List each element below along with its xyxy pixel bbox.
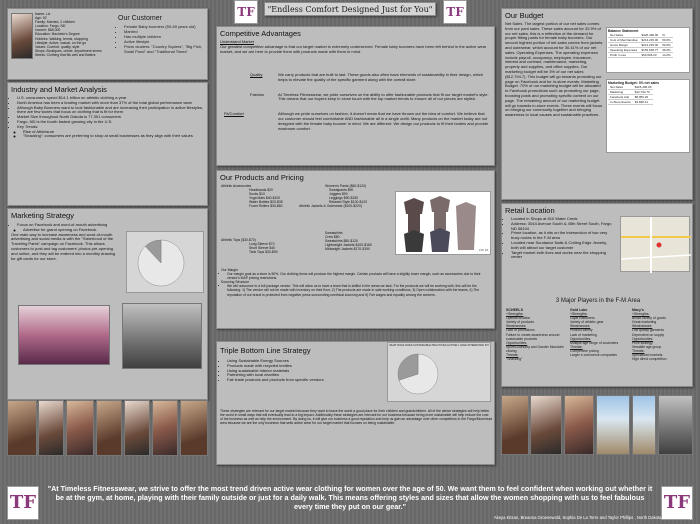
cell: Net Sales xyxy=(608,85,633,90)
industry-item: • North America has been a leading market with more than 37% of the total global performance wear xyxy=(17,101,204,106)
cell: Profit / Loss xyxy=(608,53,640,58)
sweat-item: Crew $80 xyxy=(325,235,340,240)
cell: $426,490.00 xyxy=(641,33,659,37)
customer-item: • Prizm clusters: "Country Squires", "Big Fish, Small Pond" and "Traditional Times" xyxy=(124,44,206,54)
marketing-budget-table xyxy=(608,85,653,105)
cell: $153,548.77 xyxy=(641,48,659,52)
competitor-col xyxy=(570,308,630,357)
swot-item: High direct competition xyxy=(632,357,667,362)
marketing-item: ◦ Advertise for grand opening on Facebook xyxy=(23,228,119,233)
mission-statement: "At Timeless Fitnesswear, we strive to offer the most trend driven active wear clothing for women over the age of 50. We want them to feel confident when working out whether it be at the gym, at home, playing with their family outside or just for a daily walk. This means offering styles and sizes that allow the women shopping with us to feel fabulous every time they put on our gear." xyxy=(47,484,653,511)
competitor-name: Macy's xyxy=(632,308,644,312)
logo-bottom-left xyxy=(7,486,39,520)
budget-paragraph: Net Sales. The largest portion of our net sales comes from our pant sales. These sales account for 32.9% of our net sales, this is a reflection of the demand for proper fitting pants for female baby boomers. Our second highest portion of net sales comes from jackets and outerwear, which account for 30.41% of our net sales. Operating Expenses. The operating expenses include payroll, occupancy, employee, insurance, interest and contract, maintenance, marketing, property and supplies, and office supplies. Our marketing budget will be 3% of our net sales ($12,794.7). This budget will go towards promoting our page on Facebook and for in-store events. Marketing Budget. 70% of our marketing budget will be allocated to Facebook promotions such as promoting our page, boosting posts and promoting specific content on our page. The remaining amount of our marketing budget will go towards in-store events. These events will focus on bringing our community together and bringing awareness to local causes and sustainable practices. xyxy=(505,21,603,118)
customer-panel xyxy=(7,8,208,80)
cell: $3,838.41 xyxy=(633,100,654,105)
sweat-item: Midweight Jackets $170-$190 xyxy=(325,247,370,252)
swot-label: Opportunities: xyxy=(506,340,528,345)
cell: Cost of Merchandise xyxy=(610,38,638,42)
budget-panel xyxy=(501,8,693,200)
retail-item: • Prime location, as it sits on the intersection of two very busy routes in the F-M area xyxy=(511,231,615,241)
industry-item: • U.S. consumers spend $14.1 billion on athletic clothing a year xyxy=(17,96,204,101)
competitor-col xyxy=(632,308,692,361)
profile-line: Income: $85,000 xyxy=(35,28,61,33)
competitive-label: Fit/Comfort xyxy=(224,111,244,117)
industry-item: ◦ "Snacking": consumers are preferring to shop at small businesses as they align with their values xyxy=(23,134,204,139)
pants-item: Relaxed Style $100-$120 xyxy=(329,200,368,205)
marketing-budget-box xyxy=(606,79,690,153)
cell: $12,794.70 xyxy=(633,90,654,95)
cell: Operating Expenses xyxy=(608,48,640,53)
tops-item: Long Sleeve $70 xyxy=(249,242,275,247)
swot-label: Weaknesses: xyxy=(570,324,591,329)
industry-title: Industry and Market Analysis xyxy=(11,85,107,94)
sweat-item: Sweatshirts $80-$120 xyxy=(325,239,358,244)
cell: Facebook Ads xyxy=(608,95,633,100)
industry-item: • Although Baby Boomers want to look fashionable and are increasing their participation in active lifestyles, there are few stores that focus on clothing that is fit for them xyxy=(17,106,204,116)
industry-item: • Key Trends: xyxy=(17,125,204,130)
profile-text xyxy=(35,12,115,57)
profile-line: Name: Liz xyxy=(35,12,51,16)
competitive-text: Although we pride ourselves on fashion, it doesn't mean that we have thrown out the idea of comfort. We believe that our customer should feel comfortable AND fashionable all in a single outfit. Many products on the market today are not designed with the female baby boomer in mind. We are different. We design our products to fit their bodies and provide maximum comfort. xyxy=(278,111,489,131)
marketing-budget-title: Marketing Budget: 3% net sales xyxy=(608,81,660,85)
accessory: Water Bottles $20-$35 xyxy=(249,200,283,205)
map-graphic xyxy=(621,217,691,273)
logo-mark: TF xyxy=(663,492,691,513)
model-photo xyxy=(96,400,122,456)
clothing-illustration xyxy=(396,192,492,256)
triple-pie-chart xyxy=(388,348,492,398)
customer-photo xyxy=(11,13,33,59)
triple-title: Triple Bottom Line Strategy xyxy=(220,346,311,355)
swot-item: Multiple age range of customers xyxy=(570,340,619,345)
margin-title: Our Margin xyxy=(221,268,238,272)
logo-top-left xyxy=(234,0,258,24)
model-photo xyxy=(124,400,150,456)
model-photo xyxy=(658,395,693,455)
model-photo xyxy=(596,395,630,455)
industry-panel xyxy=(7,82,208,206)
competitive-text: At Timeless Fitnesswear, we pride ourselves on the ability to offer fashionable products that fit our target market's style. This means that our buyers keep in close touch with the top market trends to ensure all of our pieces are stylish. xyxy=(278,91,489,102)
cell: 50.0% xyxy=(662,38,671,42)
swot-label: +Strengths: xyxy=(506,312,524,317)
triple-chart-box xyxy=(387,342,491,402)
swot-item: Lack of promotions xyxy=(506,328,535,333)
profile-line: Needs: Clothing that fits well and flatters xyxy=(35,52,96,57)
authors: Akeya Kitzan, Breanna Groenewold, Sophia De La Torre and Taylor Phillips , North Dakota State University xyxy=(493,515,692,520)
model-photo xyxy=(632,395,656,455)
industry-item: • Fargo, ND is the fourth fastest growing city in the U.S. xyxy=(17,120,204,125)
cell: $8,956.29 xyxy=(633,95,654,100)
triple-item: • Products made with recycled textiles xyxy=(227,364,367,369)
model-photo xyxy=(38,400,64,456)
sweat-label: Sweatshirts xyxy=(325,231,343,235)
triple-panel xyxy=(216,341,495,465)
competitor-name: Gold Lake xyxy=(570,308,588,312)
swot-label: +Strengths: xyxy=(570,312,588,317)
location-map xyxy=(620,216,690,272)
swot-item: Low quality garments xyxy=(632,328,665,333)
profile-line: Hobbies: Walking, tennis, shopping xyxy=(35,36,88,41)
products-image xyxy=(395,191,491,255)
accessory: Foam Rollers $30-$60 xyxy=(249,204,283,209)
competitive-intro: Our greatest competitive advantage is that our target market is extremely underserved. Female baby boomers have been left behind in the active wear market, and we are here to provide them with products made with them in mind. xyxy=(220,43,487,54)
triple-item: • Using Sustainable Energy Sources xyxy=(227,359,367,364)
customer-item: • Has multiple children xyxy=(124,34,206,39)
competitor-name: SCHEELS xyxy=(506,308,523,312)
cell: Gross Margin xyxy=(608,43,640,48)
triple-item: • Using sustainable interior materials xyxy=(227,369,367,374)
sweat-item: Lightweight Jackets $100-$160 xyxy=(325,243,372,248)
retail-item: • Address: 3044 Avenue South & 45th Street South, Fargo ND 58104 xyxy=(511,222,615,232)
swot-item: Variety of athletic gear xyxy=(570,320,604,325)
jackets-label: Athletic Jackets & Outerwear ($100-$220) xyxy=(299,204,362,209)
cell: Net Sales xyxy=(608,33,640,38)
industry-item: ◦ Rise of Athleisure xyxy=(23,130,204,135)
profile-line: Age: 52 xyxy=(35,16,47,21)
logo-mark: TF xyxy=(446,5,464,19)
customer-item: • Active lifestyle xyxy=(124,39,206,44)
retail-item: • Located in Shops at 810 Water Creek xyxy=(511,217,615,222)
swot-label: Opportunities: xyxy=(570,336,592,341)
swot-item: Versatile age group xyxy=(632,344,662,349)
budget-title: Our Budget xyxy=(505,11,544,20)
swot-item: Sports Authority and Gander Mountain closing xyxy=(506,344,564,353)
model-photo xyxy=(564,395,594,455)
marketing-pie-box xyxy=(126,231,204,293)
logo-mark: TF xyxy=(237,5,255,19)
competitive-label: Fashion xyxy=(250,91,265,97)
cell: % xyxy=(660,33,673,38)
profile-line: Location: Fargo, ND xyxy=(35,24,66,29)
logo-mark: TF xyxy=(9,492,37,513)
logo-top-right xyxy=(443,0,467,24)
tops-item: Short Sleeve $40 xyxy=(249,246,276,251)
model-photo xyxy=(66,400,94,456)
swot-item: Specialized markets xyxy=(632,353,663,358)
cell: $59,696.23 xyxy=(640,53,661,58)
cell: 36.0% xyxy=(662,48,671,52)
swot-label: +Strengths: xyxy=(632,312,650,317)
model-photo xyxy=(501,395,529,455)
profile-line: Values: Comfort, quality, style xyxy=(35,44,80,49)
cell: 14.0% xyxy=(662,53,671,57)
margin-item: • Our margin goal as a store is 50%. Our clothing items will produce the highest margin. Certain products will have a slightly lower margin, such as accessories due to their vendor's MAP pricing restrictions. xyxy=(227,272,491,280)
swot-item: Price strategy xyxy=(632,340,653,345)
table-row xyxy=(608,53,673,58)
cell: 50.0% xyxy=(662,43,671,47)
competitive-title: Competitive Advantages xyxy=(220,29,301,38)
customer-item: • Female Baby boomers (50-69 years old) xyxy=(124,24,206,29)
competitive-text: We carry products that are built to last. These goods also often have elements of sustainability in their design, which helps to elevate the quality of the specific garment along with the overall store. xyxy=(278,72,484,82)
swot-label: Weaknesses: xyxy=(632,324,653,329)
swot-item: Larger e-commerce companies xyxy=(570,353,617,358)
model-photo xyxy=(7,400,37,456)
sourcing-item: • We will outsource to a full package vendor. This will allow us to have a team that is skillful in the areas we lack. For the products we will be working with, this will be the following: 1) The vendor will not be made with inventory on their floor, 2) The products are made in safe working conditions, 3) Open collaboration with the teams, 4) The reputation of our brand is protected from negative press surrounding unethical sourcing and 5) Fair wages and equality among the workers. xyxy=(227,284,491,296)
table-row xyxy=(608,100,653,105)
cell: $213,245.00 xyxy=(641,38,659,42)
marketing-title: Marketing Strategy xyxy=(11,211,74,220)
retail-title: Retail Location xyxy=(505,206,555,215)
products-panel xyxy=(216,170,495,329)
swot-item: Great marketing xyxy=(632,320,657,325)
swot-label: Threats: xyxy=(632,348,645,353)
triple-chart-title: WHAT ROLE DOES SUSTAINABLE PRACTICES ACTIVELY HAVE INTERESTED IN? xyxy=(389,344,489,347)
competitors-title: 3 Major Players in the F-M Area xyxy=(555,298,641,304)
sourcing-title: Sourcing Structure xyxy=(221,280,250,285)
swot-item: Optimal location xyxy=(506,316,531,321)
accessory: Headbands $20 xyxy=(249,188,273,193)
campaign-photo xyxy=(122,303,202,369)
marketing-panel xyxy=(7,208,208,400)
swot-item: Broad variety of goods xyxy=(632,316,666,321)
cell: Marketing xyxy=(608,90,633,95)
retail-item: • Target market both lives and works near the shopping center xyxy=(511,251,615,261)
accessory: Socks $10 xyxy=(249,192,265,197)
competitor-col xyxy=(506,308,566,361)
competitive-subtitle: Understand Market xyxy=(220,39,255,44)
cell: $426,490.00 xyxy=(634,85,652,89)
swot-item: Variety of products xyxy=(506,320,535,325)
pants-item: Leggings $90-$150 xyxy=(329,196,359,201)
swot-item: Lack of marketing xyxy=(570,332,597,337)
swot-label: Threats: xyxy=(570,344,583,349)
marketing-pie-chart xyxy=(127,232,205,294)
swot-label: Weaknesses: xyxy=(506,324,527,329)
swot-label: Threats: xyxy=(506,353,519,358)
model-photo xyxy=(180,400,208,456)
swot-label: Opportunities: xyxy=(632,336,654,341)
products-title: Our Products and Pricing xyxy=(220,173,304,182)
pants-item: Joggers $90 xyxy=(329,192,348,197)
accessory: Yoga Mats $40-$100 xyxy=(249,196,281,201)
customer-item: • Married xyxy=(124,29,206,34)
products-badge: FW 18 xyxy=(479,248,488,252)
tops-label: Athletic Tops ($30-$70) xyxy=(221,238,256,242)
triple-item: • Fair trade products and products from specific vendors xyxy=(227,378,367,383)
customer-title: Our Customer xyxy=(118,15,162,22)
customer-section xyxy=(118,15,206,54)
industry-item: • Market Size throughout North Dakota is 77,301 consumers xyxy=(17,115,204,120)
profile-line: Shops: Boutiques, online, department stores xyxy=(35,48,102,53)
balance-table-title: Balance Statement xyxy=(608,29,639,33)
swot-item: Failure to create awareness around sustainable products xyxy=(506,332,560,341)
model-photo xyxy=(152,400,178,456)
triple-item: • Partnering with local charities xyxy=(227,373,367,378)
cell: In-Store Events xyxy=(610,100,631,104)
swot-item: "Snacking" xyxy=(506,357,523,362)
accessories-label: Athletic Accessories xyxy=(221,184,252,188)
triple-paragraph: These strategies are relevant for our target market because they want to leave the world a good place for their children and grandchildren. All of the above strategies will help better the world in small ways that will eventually lead to a big impact. Additionally these strategies are relevant for our business because being more sustainable will help reduce the cost of the business as well as help the environment. By doing so, it will give our business a good reputation and help us gain an advantage over other competitors in the Fargo/Moorhead area because we are the only business that sells active wear for our target market that focuses on being sustainable. xyxy=(220,409,492,426)
retail-panel xyxy=(501,203,693,387)
balance-table xyxy=(608,33,673,58)
campaign-graphic xyxy=(18,305,110,365)
retail-item: • Located near Sundance Nails & Cutting Edge Jewelry, both will attract our target customer xyxy=(511,241,615,251)
pants-label: Women's Pants ($60-$120) xyxy=(325,184,367,188)
header-banner xyxy=(264,2,436,16)
swot-item: Loyal customers xyxy=(570,316,595,321)
balance-table-box xyxy=(606,27,690,73)
profile-line: Family: Married, 2 children xyxy=(35,20,75,25)
marketing-item: One main way to increase awareness and word-of-mouth advertising and social media is with the "Sisterhood of the Traveling Pants" campaign on Facebook. This allows customers to post and tag customers' photos pre-opening and online, and they will be entered into a monthly drawing for gift cards for our store. xyxy=(11,231,116,261)
profile-line: Lifestyle: Active, casual, on the go xyxy=(35,40,87,45)
model-photo xyxy=(530,395,562,455)
profile-line: Education: Bachelor's Degree xyxy=(35,32,80,37)
marketing-item: • Focus on Facebook and word-of-mouth advertising xyxy=(17,223,119,228)
pants-item: Sweatpants $90 xyxy=(329,188,354,193)
swot-item: Dependent on supply xyxy=(632,332,665,337)
competitive-panel xyxy=(216,26,495,166)
cell: $213,245.00 xyxy=(641,43,659,47)
swot-item: Product variety xyxy=(570,328,593,333)
page-title: "Endless Comfort Designed Just for You" xyxy=(267,5,433,14)
tops-item: Tank Tops $30-$50 xyxy=(249,250,278,255)
competitive-label: Quality xyxy=(250,72,263,77)
swot-item: Competitive pricing xyxy=(570,348,599,353)
